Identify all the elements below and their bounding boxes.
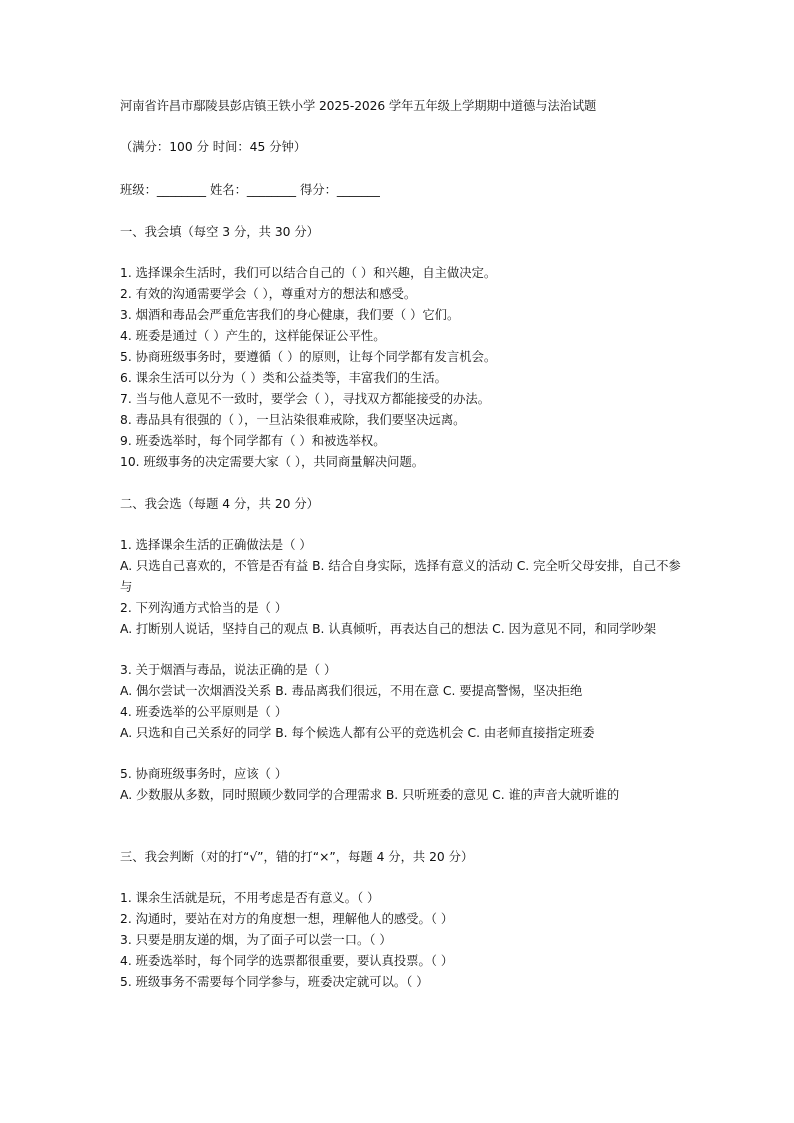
fill-item: 7. 当与他人意见不一致时，要学会（ ），寻找双方都能接受的办法。 [120,392,491,406]
fill-item: 6. 课余生活可以分为（ ）类和公益类等，丰富我们的生活。 [120,371,447,385]
choice-question-options: A. 偶尔尝试一次烟酒没关系 B. 毒品离我们很远，不用在意 C. 要提高警惕，坚决拒绝 [120,684,583,698]
choice-question-stem: 1. 选择课余生活的正确做法是（ ） [120,538,312,552]
choice-question-stem: 4. 班委选举的公平原则是（ ） [120,705,288,719]
judge-item: 5. 班级事务不需要每个同学参与，班委决定就可以。（ ） [120,975,429,989]
choice-question-stem: 3. 关于烟酒与毒品，说法正确的是（ ） [120,663,337,677]
fill-item: 4. 班委是通过（ ）产生的，这样能保证公平性。 [120,329,386,343]
choice-question-options: A. 打断别人说话，坚持自己的观点 B. 认真倾听，再表达自己的想法 C. 因为意见不同，和同学吵架 [120,622,657,636]
fill-item: 1. 选择课余生活时，我们可以结合自己的（ ）和兴趣，自主做决定。 [120,266,497,280]
choice-question-options: A. 只选自己喜欢的，不管是否有益 B. 结合自身实际，选择有意义的活动 C. 完全听父母安排，自己不参与 [120,559,681,594]
judge-item: 1. 课余生活就是玩，不用考虑是否有意义。（ ） [120,891,380,905]
student-info: 班级：________ 姓名：________ 得分：_______ [120,183,380,197]
judge-item: 4. 班委选举时，每个同学的选票都很重要，要认真投票。（ ） [120,954,454,968]
fill-item: 3. 烟酒和毒品会严重危害我们的身心健康，我们要（ ）它们。 [120,308,460,322]
choice-question-options: A. 少数服从多数，同时照顾少数同学的合理需求 B. 只听班委的意见 C. 谁的声音大就听谁的 [120,788,620,802]
choice-question-options: A. 只选和自己关系好的同学 B. 每个候选人都有公平的竞选机会 C. 由老师直接指定班委 [120,726,595,740]
fill-item: 9. 班委选举时，每个同学都有（ ）和被选举权。 [120,434,386,448]
judge-item: 2. 沟通时，要站在对方的角度想一想，理解他人的感受。（ ） [120,912,454,926]
fill-item: 5. 协商班级事务时，要遵循（ ）的原则，让每个同学都有发言机会。 [120,350,497,364]
choice-question-stem: 5. 协商班级事务时，应该（ ） [120,767,288,781]
section2-heading: 二、我会选（每题 4 分，共 20 分） [120,497,319,511]
choice-question-stem: 2. 下列沟通方式恰当的是（ ） [120,601,288,615]
judge-item: 3. 只要是朋友递的烟，为了面子可以尝一口。（ ） [120,933,392,947]
exam-meta: （满分：100 分 时间：45 分钟） [120,140,307,154]
section3-heading: 三、我会判断（对的打“√”，错的打“×”，每题 4 分，共 20 分） [120,850,474,864]
exam-title: 河南省许昌市鄢陵县彭店镇王铁小学 2025-2026 学年五年级上学期期中道德与法治试题 [120,99,597,113]
fill-item: 8. 毒品具有很强的（ ），一旦沾染很难戒除，我们要坚决远离。 [120,413,466,427]
section1-heading: 一、我会填（每空 3 分，共 30 分） [120,225,319,239]
fill-item: 10. 班级事务的决定需要大家（ ），共同商量解决问题。 [120,455,425,469]
fill-item: 2. 有效的沟通需要学会（ ），尊重对方的想法和感受。 [120,287,417,301]
